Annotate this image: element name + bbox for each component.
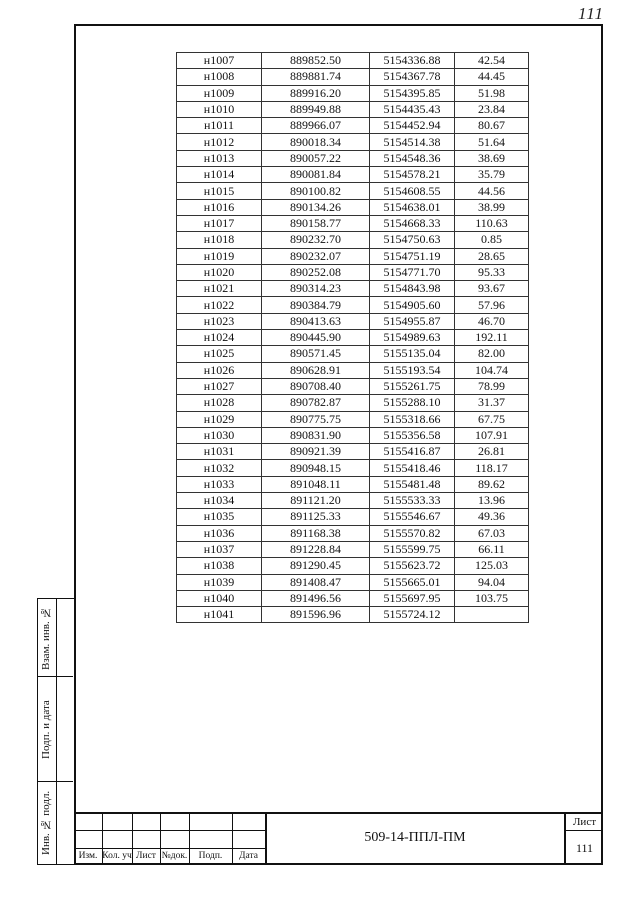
side-cell-inv-replace (38, 599, 73, 677)
table-row (177, 150, 529, 166)
distance-cell: 93.67 (455, 281, 529, 297)
distance-cell: 23.84 (455, 101, 529, 117)
y-coord-cell: 5155533.33 (370, 493, 455, 509)
distance-cell: 57.96 (455, 297, 529, 313)
x-coord-cell: 890775.75 (262, 411, 370, 427)
x-coord-cell: 891496.56 (262, 590, 370, 606)
x-coord-cell: 891125.33 (262, 509, 370, 525)
table-row (177, 297, 529, 313)
y-coord-cell: 5154843.98 (370, 281, 455, 297)
x-coord-cell: 890158.77 (262, 215, 370, 231)
x-coord-cell: 890314.23 (262, 281, 370, 297)
x-coord-cell: 890134.26 (262, 199, 370, 215)
y-coord-cell: 5155135.04 (370, 346, 455, 362)
y-coord-cell: 5154395.85 (370, 85, 455, 101)
table-row (177, 215, 529, 231)
y-coord-cell: 5155288.10 (370, 395, 455, 411)
table-row (177, 313, 529, 329)
y-coord-cell: 5155261.75 (370, 378, 455, 394)
inv-orig-label: Инв. № подл. (40, 790, 52, 856)
y-coord-cell: 5155570.82 (370, 525, 455, 541)
x-coord-cell: 890100.82 (262, 183, 370, 199)
x-coord-cell: 890445.90 (262, 330, 370, 346)
point-id-cell: н1015 (177, 183, 262, 199)
x-coord-cell: 891048.11 (262, 476, 370, 492)
x-coord-cell: 890057.22 (262, 150, 370, 166)
table-row (177, 444, 529, 460)
point-id-cell: н1038 (177, 558, 262, 574)
table-row (177, 558, 529, 574)
y-coord-cell: 5154336.88 (370, 53, 455, 69)
x-coord-cell: 890782.87 (262, 395, 370, 411)
label-data: Дата (239, 851, 258, 861)
table-row (177, 167, 529, 183)
y-coord-cell: 5154638.01 (370, 199, 455, 215)
y-coord-cell: 5155697.95 (370, 590, 455, 606)
distance-cell: 94.04 (455, 574, 529, 590)
distance-cell: 67.75 (455, 411, 529, 427)
distance-cell: 44.45 (455, 69, 529, 85)
point-id-cell: н1030 (177, 427, 262, 443)
point-id-cell: н1012 (177, 134, 262, 150)
table-row (177, 476, 529, 492)
y-coord-cell: 5154751.19 (370, 248, 455, 264)
x-coord-cell: 890628.91 (262, 362, 370, 378)
point-id-cell: н1016 (177, 199, 262, 215)
x-coord-cell: 890018.34 (262, 134, 370, 150)
point-id-cell: н1026 (177, 362, 262, 378)
table-row (177, 232, 529, 248)
table-row (177, 53, 529, 69)
y-coord-cell: 5154578.21 (370, 167, 455, 183)
sheet-label: Лист (572, 816, 597, 828)
y-coord-cell: 5155356.58 (370, 427, 455, 443)
table-row (177, 134, 529, 150)
point-id-cell: н1008 (177, 69, 262, 85)
distance-cell: 118.17 (455, 460, 529, 476)
distance-cell: 42.54 (455, 53, 529, 69)
document-code: 509-14-ППЛ-ПМ (364, 830, 466, 845)
table-row (177, 460, 529, 476)
distance-cell: 82.00 (455, 346, 529, 362)
x-coord-cell: 889852.50 (262, 53, 370, 69)
y-coord-cell: 5155546.67 (370, 509, 455, 525)
point-id-cell: н1040 (177, 590, 262, 606)
y-coord-cell: 5154367.78 (370, 69, 455, 85)
y-coord-cell: 5154548.36 (370, 150, 455, 166)
y-coord-cell: 5154608.55 (370, 183, 455, 199)
x-coord-cell: 890413.63 (262, 313, 370, 329)
point-id-cell: н1023 (177, 313, 262, 329)
x-coord-cell: 890708.40 (262, 378, 370, 394)
table-row (177, 118, 529, 134)
table-row (177, 69, 529, 85)
inv-replace-label: Взам. инв. № (40, 606, 52, 670)
y-coord-cell: 5154989.63 (370, 330, 455, 346)
x-coord-cell: 891228.84 (262, 541, 370, 557)
table-row (177, 525, 529, 541)
point-id-cell: н1017 (177, 215, 262, 231)
point-id-cell: н1034 (177, 493, 262, 509)
distance-cell: 103.75 (455, 590, 529, 606)
handwritten-page-number: 111 (578, 4, 604, 23)
point-id-cell: н1027 (177, 378, 262, 394)
distance-cell: 38.69 (455, 150, 529, 166)
y-coord-cell: 5154905.60 (370, 297, 455, 313)
label-izm: Изм. (78, 851, 98, 861)
x-coord-cell: 891168.38 (262, 525, 370, 541)
distance-cell: 51.98 (455, 85, 529, 101)
y-coord-cell: 5155623.72 (370, 558, 455, 574)
table-row (177, 590, 529, 606)
point-id-cell: н1024 (177, 330, 262, 346)
x-coord-cell: 890081.84 (262, 167, 370, 183)
point-id-cell: н1039 (177, 574, 262, 590)
label-ndok: №док. (161, 851, 188, 861)
point-id-cell: н1022 (177, 297, 262, 313)
y-coord-cell: 5155193.54 (370, 362, 455, 378)
point-id-cell: н1013 (177, 150, 262, 166)
label-podp: Подп. (198, 851, 223, 861)
label-list: Лист (136, 851, 156, 861)
x-coord-cell: 890831.90 (262, 427, 370, 443)
side-stamp (37, 598, 74, 865)
y-coord-cell: 5154514.38 (370, 134, 455, 150)
point-id-cell: н1041 (177, 607, 262, 623)
point-id-cell: н1019 (177, 248, 262, 264)
table-row (177, 509, 529, 525)
side-cell-sign-date (38, 677, 73, 782)
table-row (177, 574, 529, 590)
distance-cell: 28.65 (455, 248, 529, 264)
table-row (177, 248, 529, 264)
x-coord-cell: 891290.45 (262, 558, 370, 574)
y-coord-cell: 5154955.87 (370, 313, 455, 329)
y-coord-cell: 5155318.66 (370, 411, 455, 427)
distance-cell: 38.99 (455, 199, 529, 215)
table-row (177, 85, 529, 101)
x-coord-cell: 889916.20 (262, 85, 370, 101)
x-coord-cell: 890252.08 (262, 264, 370, 280)
table-row (177, 395, 529, 411)
distance-cell: 35.79 (455, 167, 529, 183)
distance-cell: 26.81 (455, 444, 529, 460)
point-id-cell: н1009 (177, 85, 262, 101)
distance-cell: 13.96 (455, 493, 529, 509)
distance-cell: 80.67 (455, 118, 529, 134)
x-coord-cell: 891408.47 (262, 574, 370, 590)
table-row (177, 346, 529, 362)
x-coord-cell: 890948.15 (262, 460, 370, 476)
sheet-number: 111 (575, 841, 594, 855)
point-id-cell: н1028 (177, 395, 262, 411)
y-coord-cell: 5155665.01 (370, 574, 455, 590)
point-id-cell: н1025 (177, 346, 262, 362)
table-row (177, 493, 529, 509)
distance-cell: 46.70 (455, 313, 529, 329)
coordinates-table (176, 52, 529, 623)
point-id-cell: н1018 (177, 232, 262, 248)
point-id-cell: н1007 (177, 53, 262, 69)
x-coord-cell: 890232.07 (262, 248, 370, 264)
label-kol-uch: Кол. уч (102, 851, 132, 861)
point-id-cell: н1011 (177, 118, 262, 134)
point-id-cell: н1031 (177, 444, 262, 460)
table-row (177, 281, 529, 297)
y-coord-cell: 5154771.70 (370, 264, 455, 280)
table-row (177, 411, 529, 427)
table-row (177, 199, 529, 215)
x-coord-cell: 889881.74 (262, 69, 370, 85)
distance-cell: 125.03 (455, 558, 529, 574)
y-coord-cell: 5155599.75 (370, 541, 455, 557)
x-coord-cell: 890571.45 (262, 346, 370, 362)
y-coord-cell: 5155416.87 (370, 444, 455, 460)
distance-cell: 51.64 (455, 134, 529, 150)
x-coord-cell: 890384.79 (262, 297, 370, 313)
point-id-cell: н1010 (177, 101, 262, 117)
distance-cell: 110.63 (455, 215, 529, 231)
point-id-cell: н1037 (177, 541, 262, 557)
table-row (177, 378, 529, 394)
point-id-cell: н1021 (177, 281, 262, 297)
distance-cell: 31.37 (455, 395, 529, 411)
x-coord-cell: 891121.20 (262, 493, 370, 509)
y-coord-cell: 5154750.63 (370, 232, 455, 248)
y-coord-cell: 5154452.94 (370, 118, 455, 134)
distance-cell: 95.33 (455, 264, 529, 280)
y-coord-cell: 5154435.43 (370, 101, 455, 117)
table-row (177, 183, 529, 199)
title-block (74, 812, 603, 865)
y-coord-cell: 5154668.33 (370, 215, 455, 231)
y-coord-cell: 5155724.12 (370, 607, 455, 623)
point-id-cell: н1029 (177, 411, 262, 427)
distance-cell: 78.99 (455, 378, 529, 394)
y-coord-cell: 5155481.48 (370, 476, 455, 492)
point-id-cell: н1033 (177, 476, 262, 492)
table-row (177, 330, 529, 346)
distance-cell: 107.91 (455, 427, 529, 443)
table-row (177, 101, 529, 117)
distance-cell: 89.62 (455, 476, 529, 492)
sign-date-label: Подп. и дата (40, 700, 52, 759)
table-row (177, 264, 529, 280)
table-row (177, 362, 529, 378)
y-coord-cell: 5155418.46 (370, 460, 455, 476)
distance-cell: 49.36 (455, 509, 529, 525)
side-cell-inv-orig (38, 782, 73, 866)
x-coord-cell: 889949.88 (262, 101, 370, 117)
point-id-cell: н1014 (177, 167, 262, 183)
distance-cell: 44.56 (455, 183, 529, 199)
table-row (177, 607, 529, 623)
distance-cell: 192.11 (455, 330, 529, 346)
distance-cell: 66.11 (455, 541, 529, 557)
point-id-cell: н1032 (177, 460, 262, 476)
x-coord-cell: 890921.39 (262, 444, 370, 460)
distance-cell: 104.74 (455, 362, 529, 378)
point-id-cell: н1035 (177, 509, 262, 525)
x-coord-cell: 891596.96 (262, 607, 370, 623)
x-coord-cell: 890232.70 (262, 232, 370, 248)
x-coord-cell: 889966.07 (262, 118, 370, 134)
table-row (177, 427, 529, 443)
distance-cell: 0.85 (455, 232, 529, 248)
point-id-cell: н1020 (177, 264, 262, 280)
table-row (177, 541, 529, 557)
distance-cell: 67.03 (455, 525, 529, 541)
point-id-cell: н1036 (177, 525, 262, 541)
distance-cell (455, 607, 529, 623)
